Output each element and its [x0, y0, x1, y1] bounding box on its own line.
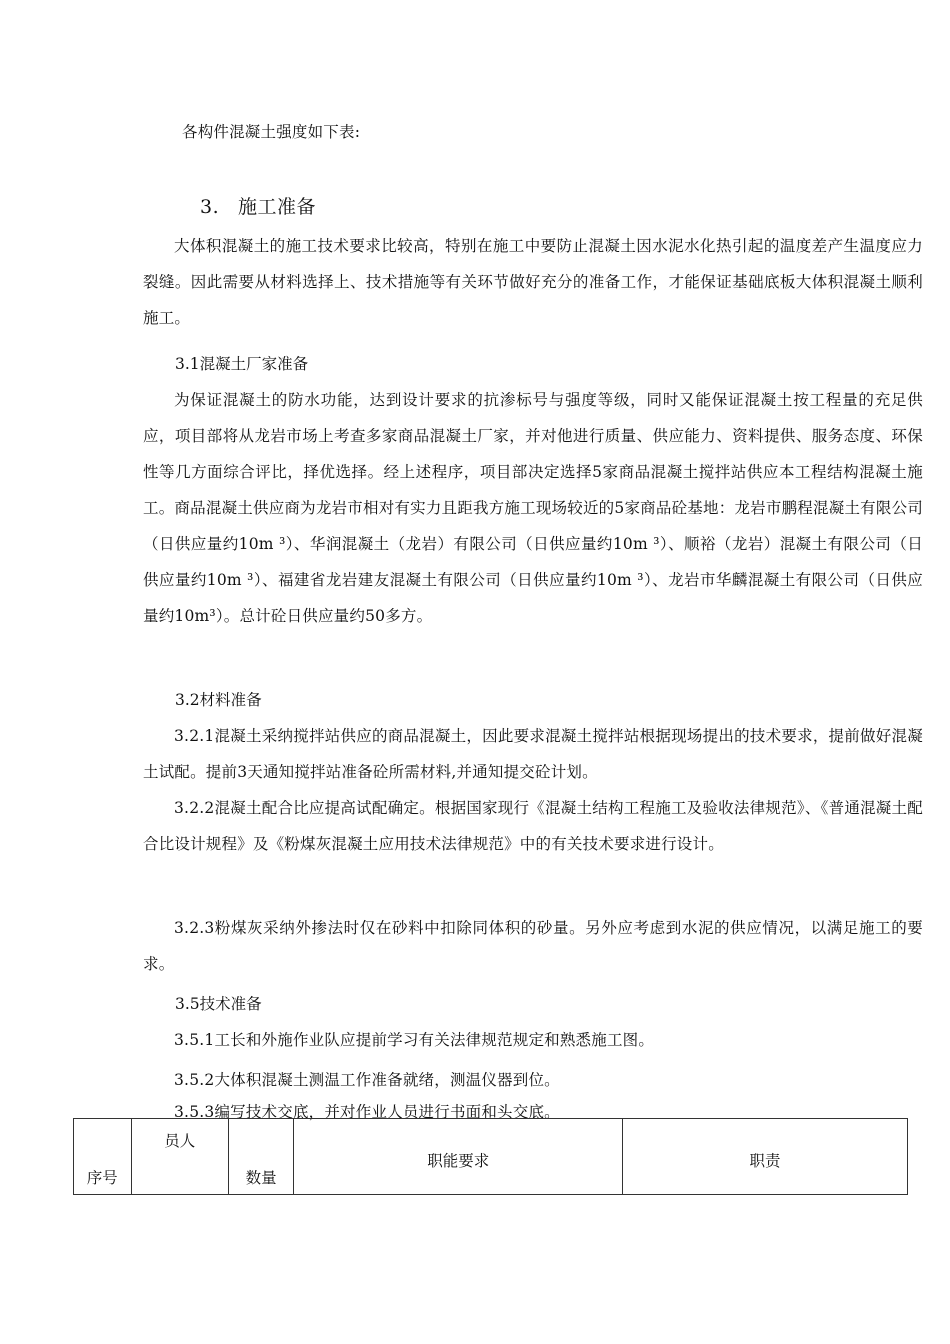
- intro-text: 各构件混凝土强度如下表:: [182, 123, 361, 141]
- table-header-row: [74, 1119, 908, 1195]
- section-3-title: 施工准备: [238, 196, 317, 218]
- section-3-heading: [200, 190, 316, 224]
- header-cell-seq: [74, 1119, 132, 1195]
- staff-table: [73, 1118, 908, 1195]
- header-cell-staff: [131, 1119, 228, 1195]
- section-3-5-heading: 3.5技术准备: [175, 995, 262, 1013]
- section-3-5-2-paragraph: 3.5.2大体积混凝土测温工作准备就绪，测温仪器到位。: [174, 1071, 560, 1089]
- header-staff-label: 员人: [164, 1132, 196, 1150]
- section-3-paragraph: 大体积混凝土的施工技术要求比较高，特别在施工中要防止混凝土因水泥水化热引起的温度差产生温度应力裂缝。因此需要从材料选择上、技术措施等有关环节做好充分的准备工作，才能保证基础底板大体积混凝土顺利施工。: [143, 237, 923, 327]
- section-3-5-3-paragraph: 3.5.3编写技术交底，并对作业人员进行书面和头交底。: [174, 1103, 560, 1121]
- header-cell-duty: [623, 1119, 908, 1195]
- section-3-2-2-paragraph: 3.2.2混凝土配合比应提高试配确定。根据国家现行《混凝土结构工程施工及验收法律规范》、《普通混凝土配合比设计规程》及《粉煤灰混凝土应用技术法律规范》中的有关技术要求进行设计。: [143, 799, 923, 853]
- section-3-2-heading: 3.2材料准备: [175, 691, 262, 709]
- section-3-number: 3.: [200, 196, 220, 218]
- header-duty-label: 职责: [749, 1152, 781, 1170]
- header-qty-label: 数量: [245, 1169, 277, 1187]
- section-3-2-3-paragraph: 3.2.3粉煤灰采纳外掺法时仅在砂料中扣除同体积的砂量。另外应考虑到水泥的供应情况，以满足施工的要求。: [143, 919, 923, 973]
- section-3-2-1-paragraph: 3.2.1混凝土采纳搅拌站供应的商品混凝土，因此要求混凝土搅拌站根据现场提出的技术要求，提前做好混凝土试配。提前3天通知搅拌站准备砼所需材料,并通知提交砼计划。: [143, 727, 923, 781]
- section-3-5-1-paragraph: 3.5.1工长和外施作业队应提前学习有关法律规范规定和熟悉施工图。: [174, 1031, 655, 1049]
- header-cell-qty: [228, 1119, 294, 1195]
- header-cell-requirement: [294, 1119, 623, 1195]
- section-3-1-heading: 3.1混凝土厂家准备: [175, 355, 309, 373]
- section-3-1-paragraph: 为保证混凝土的防水功能，达到设计要求的抗渗标号与强度等级，同时又能保证混凝土按工程量的充足供应，项目部将从龙岩市场上考查多家商品混凝土厂家，并对他进行质量、供应能力、资料提供、服务态度、环保性等几方面综合评比，择优选择。经上述程序，项目部决定选择5家商品混凝土搅拌站供应本工程结构混凝土施工。商品混凝土供应商为龙岩市相对有实力且距我方施工现场较近的5家商品砼基地：龙岩市鹏程混凝土有限公司（日供应量约10m ³）、华润混凝土（龙岩）有限公司（日供应量约10m ³）、顺裕（龙岩）混凝土有限公司（日供应量约10m ³）、福建省龙岩建友混凝土有限公司（日供应量约10m ³）、龙岩市华麟混凝土有限公司（日供应量约10m³）。总计砼日供应量约50多方。: [143, 391, 923, 625]
- header-seq-label: 序号: [86, 1169, 118, 1187]
- header-requirement-label: 职能要求: [427, 1152, 490, 1170]
